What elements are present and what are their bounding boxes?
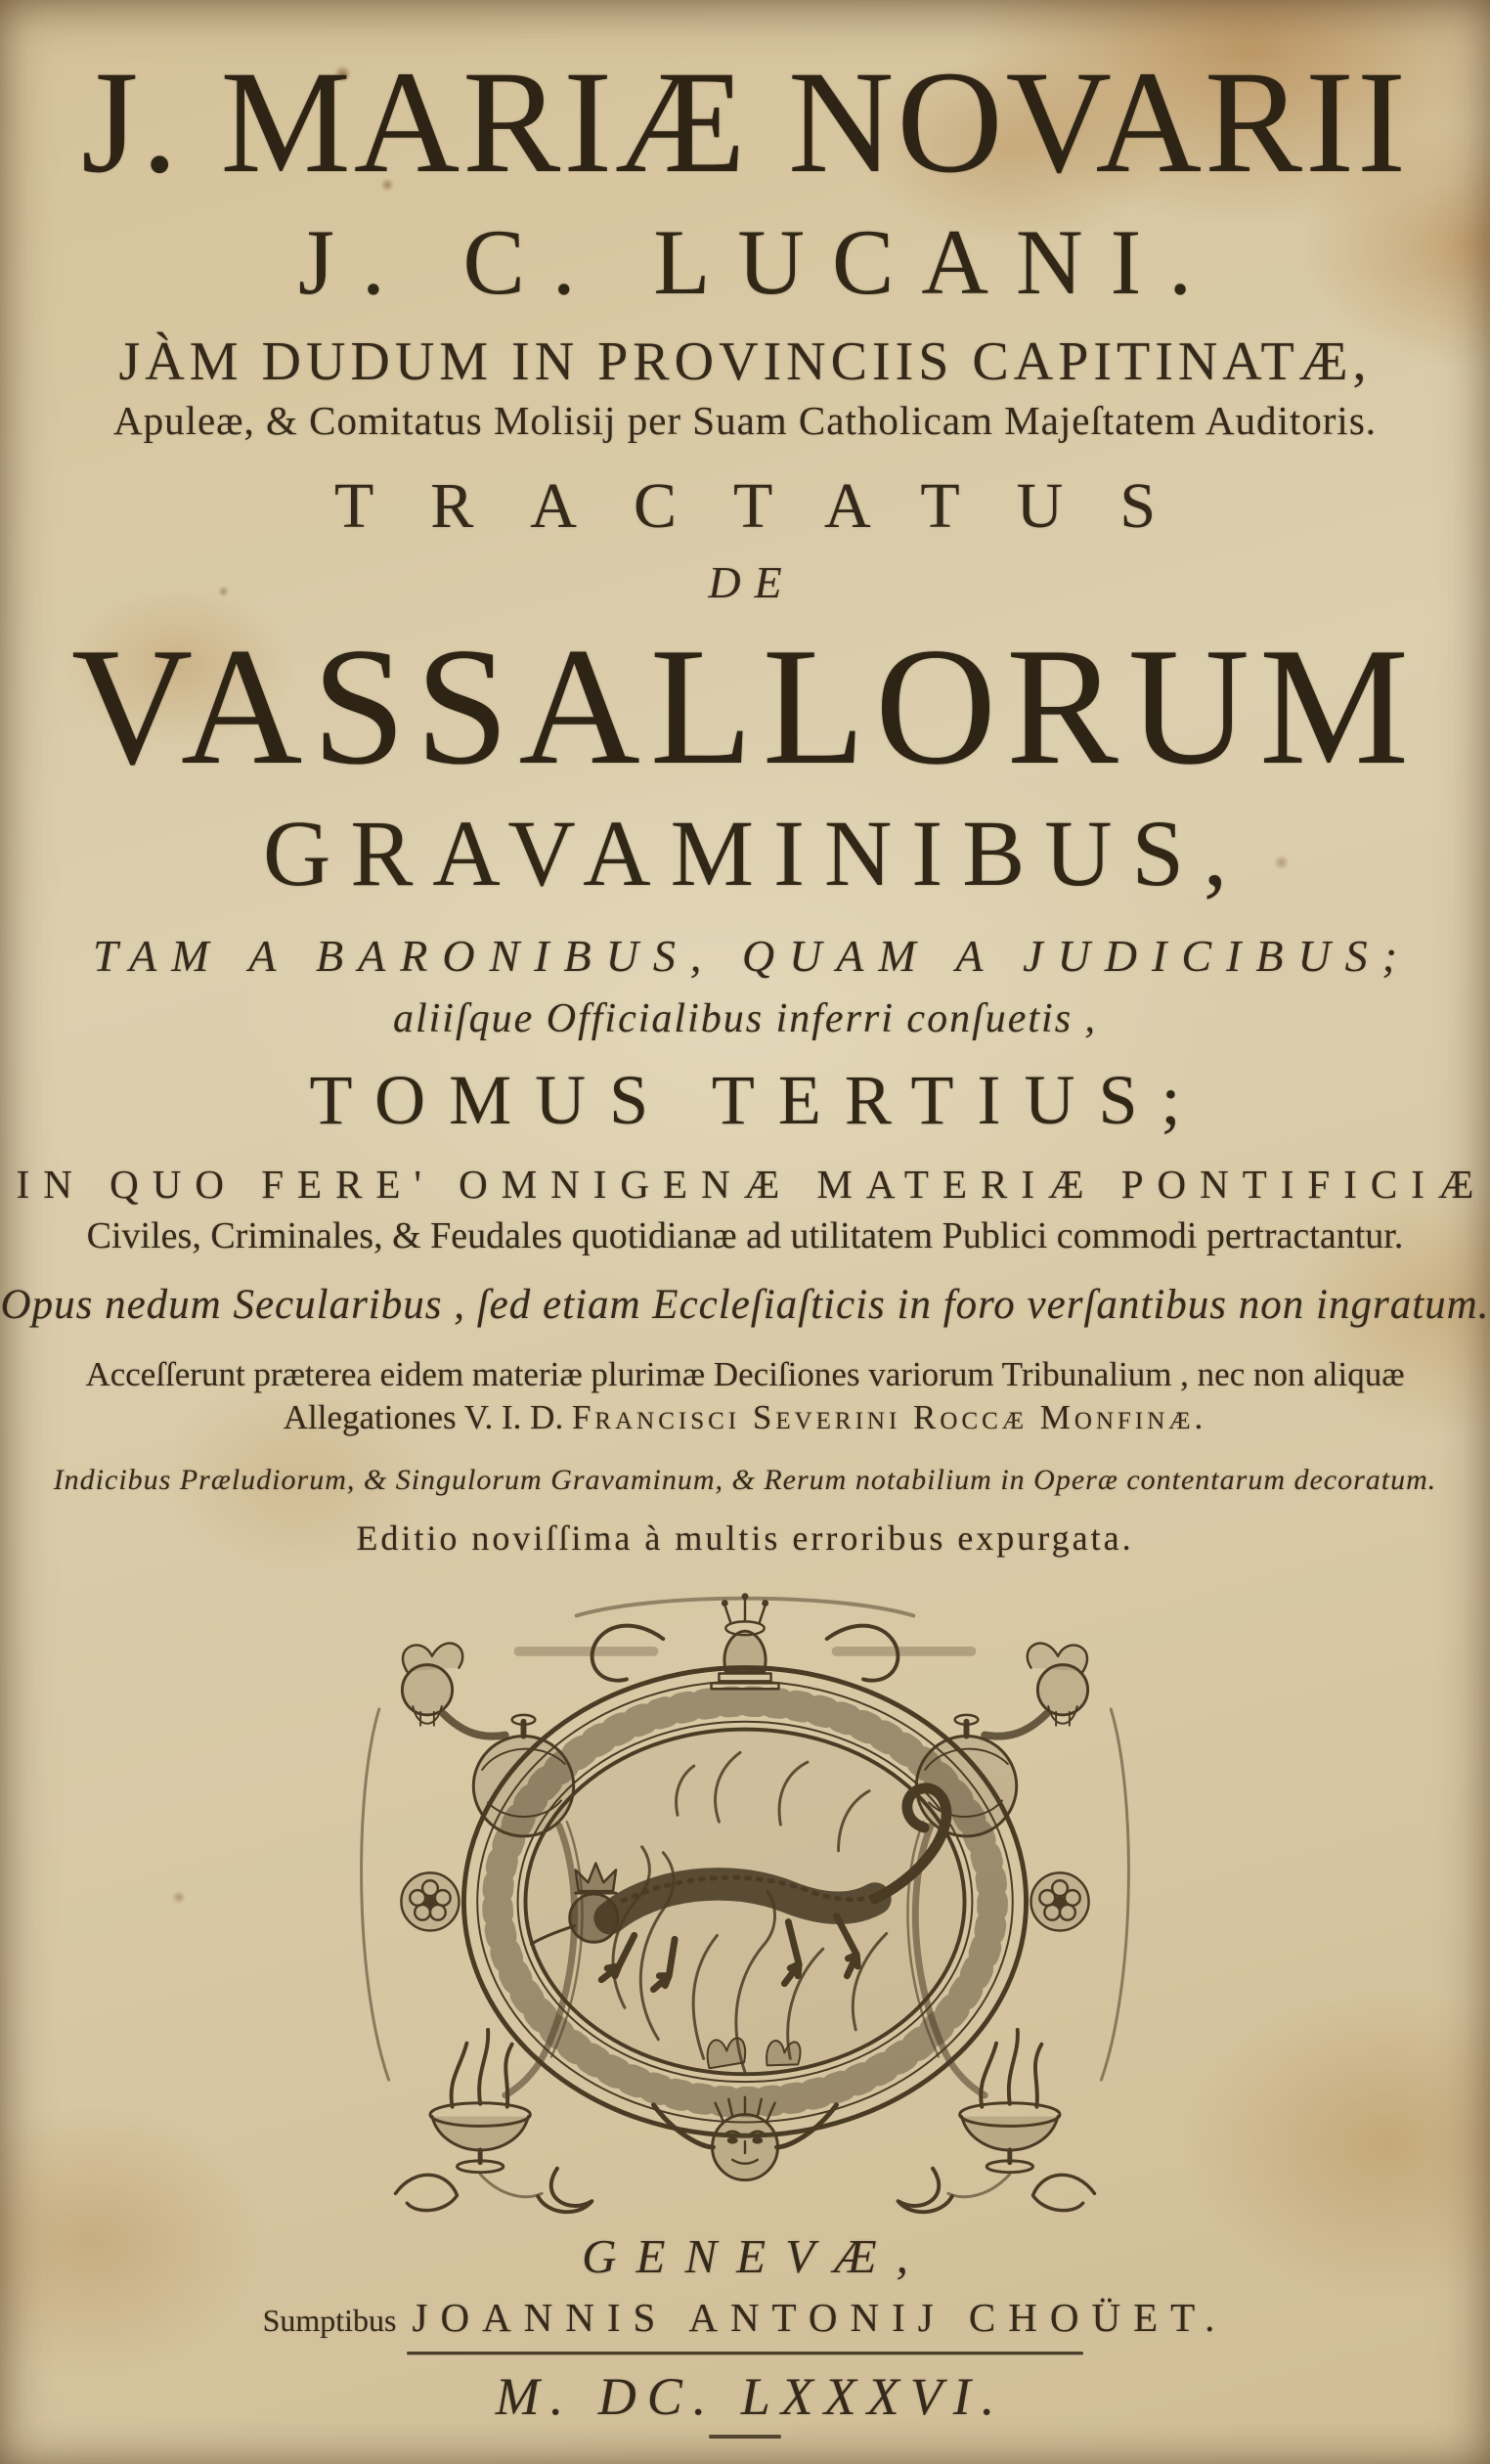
office-line-2: Apuleæ, & Comitatus Molisij per Suam Catholicam Majeſtatem Auditoris.: [112, 398, 1378, 443]
author-title: J. C. LUCANI.: [298, 210, 1219, 314]
publisher-name: JOANNIS ANTONIJ CHOÜET.: [412, 2294, 1228, 2340]
edition-note: Editio noviſſima à multis erroribus expurgata.: [356, 1518, 1134, 1558]
imprint-rule: [407, 2352, 1083, 2354]
subtitle-line-1: TAM A BARONIBUS, QUAM A JUDICIBUS;: [93, 931, 1412, 981]
author-name: J. MARIÆ NOVARII: [81, 41, 1409, 203]
scope-text-line: Civiles, Criminales, & Feudales quotidianæ ad utilitatem Publici commodi pertractantur.: [86, 1215, 1404, 1256]
title-vassallorum: VASSALLORUM: [71, 614, 1419, 800]
publisher-prefix: Sumptibus: [262, 2302, 397, 2338]
allegationes-prefix: Allegationes V. I. D.: [283, 1398, 572, 1437]
index-note: Indicibus Præludiorum, & Singulorum Gravaminum, & Rerum notabilium in Operæ contentarum decoratum.: [53, 1463, 1437, 1496]
office-line-1: JÀM DUDUM IN PROVINCIIS CAPITINATÆ,: [118, 331, 1372, 392]
printer-device: [0, 1579, 1490, 2215]
title-de: DE: [708, 557, 796, 607]
imprint-publisher: [0, 2294, 1490, 2340]
title-gravaminibus: GRAVAMINIBUS,: [263, 801, 1247, 905]
opus-note: Opus nedum Secularibus , ſed etiam Eccleſiaſticis in foro verſantibus non ingratum.: [0, 1282, 1490, 1328]
tome-line: TOMUS TERTIUS;: [309, 1061, 1205, 1139]
accesserunt-note: Acceſſerunt præterea eidem materiæ plurimæ Deciſiones variorum Tribunalium , nec non aliquæ: [85, 1355, 1405, 1393]
allegationes-note: [0, 1398, 1490, 1437]
salamander-device-icon: [331, 1579, 1159, 2215]
imprint-year: M. DC. LXXXVI.: [495, 2366, 1006, 2426]
imprint-end-rule: [709, 2435, 781, 2439]
allegationes-names: Francisci Severini Roccæ Monfinæ.: [571, 1398, 1207, 1437]
title-tractatus: TRACTATUS: [333, 470, 1213, 542]
imprint-place: GENEVÆ,: [582, 2228, 928, 2283]
subtitle-line-2: aliiſque Officialibus inferri conſuetis ,: [392, 996, 1098, 1041]
scope-caps-line: IN QUO FERE' OMNIGENÆ MATERIÆ PONTIFICIÆ: [16, 1162, 1488, 1207]
